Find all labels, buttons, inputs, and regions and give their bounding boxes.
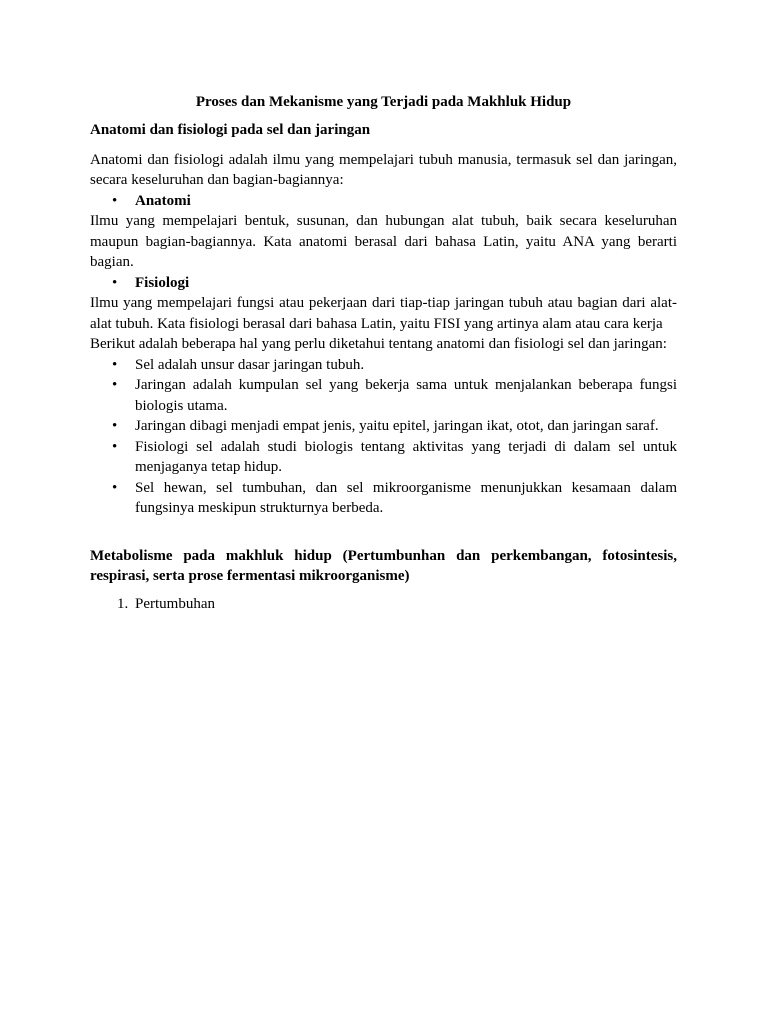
anatomi-term <box>90 191 677 212</box>
numbered-list-item <box>90 594 677 615</box>
bullet-icon: • <box>112 438 118 455</box>
spacer <box>90 141 677 150</box>
list-item <box>90 416 677 437</box>
fisiologi-definition: Ilmu yang mempelajari fungsi atau pekerjaan dari tiap-tiap jaringan tubuh atau bagian dari alat-alat tubuh. Kata fisiologi berasal dari bahasa Latin, yaitu FISI yang artinya alam atau cara kerja <box>90 295 677 332</box>
list-item-text: Pertumbuhan <box>135 595 215 612</box>
list-item-text: Sel adalah unsur dasar jaringan tubuh. <box>135 356 365 373</box>
list-item <box>90 375 677 416</box>
bullet-icon: • <box>112 274 118 291</box>
document-page <box>90 92 677 614</box>
list-item <box>90 478 677 519</box>
fisiologi-term <box>90 273 677 294</box>
document-title: Proses dan Mekanisme yang Terjadi pada Makhluk Hidup <box>195 94 572 110</box>
bullet-icon: • <box>112 377 118 393</box>
bullet-icon: • <box>112 418 118 434</box>
list-item-text: Fisiologi sel adalah studi biologis tentang aktivitas yang terjadi di dalam sel untuk menjaganya tetap hidup. <box>135 438 677 475</box>
anatomi-term-list <box>90 191 677 212</box>
list-number: 1. <box>117 595 129 612</box>
anatomi-label: Anatomi <box>135 192 191 209</box>
points-intro: Berikut adalah beberapa hal yang perlu diketahui tentang anatomi dan fisiologi sel dan jaringan: <box>90 336 667 352</box>
section-heading-metabolisme: Metabolisme pada makhluk hidup (Pertumbunhan dan perkembangan, fotosintesis, respirasi, serta prose fermentasi mikroorganisme) <box>90 547 677 584</box>
key-points-list <box>90 355 677 519</box>
section-heading-anatomi-fisiologi: Anatomi dan fisiologi pada sel dan jaringan <box>90 122 371 138</box>
list-item-text: Sel hewan, sel tumbuhan, dan sel mikroorganisme menunjukkan kesamaan dalam fungsinya meskipun strukturnya berbeda. <box>135 479 677 516</box>
anatomi-definition: Ilmu yang mempelajari bentuk, susunan, dan hubungan alat tubuh, baik secara keseluruhan maupun bagian-bagiannya. Kata anatomi berasal dari bahasa Latin, yaitu ANA yang berarti bagian. <box>90 213 677 270</box>
list-item-text: Jaringan dibagi menjadi empat jenis, yaitu epitel, jaringan ikat, otot, dan jaringan saraf. <box>135 418 659 434</box>
bullet-icon: • <box>112 479 118 496</box>
list-item-text: Jaringan adalah kumpulan sel yang bekerja sama untuk menjalankan beberapa fungsi biologis utama. <box>135 377 677 414</box>
spacer <box>90 519 677 539</box>
bullet-icon: • <box>112 356 118 373</box>
fisiologi-label: Fisiologi <box>135 274 190 291</box>
list-item <box>90 437 677 478</box>
intro-paragraph: Anatomi dan fisiologi adalah ilmu yang mempelajari tubuh manusia, termasuk sel dan jaringan, secara keseluruhan dan bagian-bagiannya: <box>90 151 677 188</box>
fisiologi-term-list <box>90 273 677 294</box>
metabolisme-numbered-list <box>90 594 677 615</box>
list-item <box>90 355 677 376</box>
bullet-icon: • <box>112 192 118 209</box>
